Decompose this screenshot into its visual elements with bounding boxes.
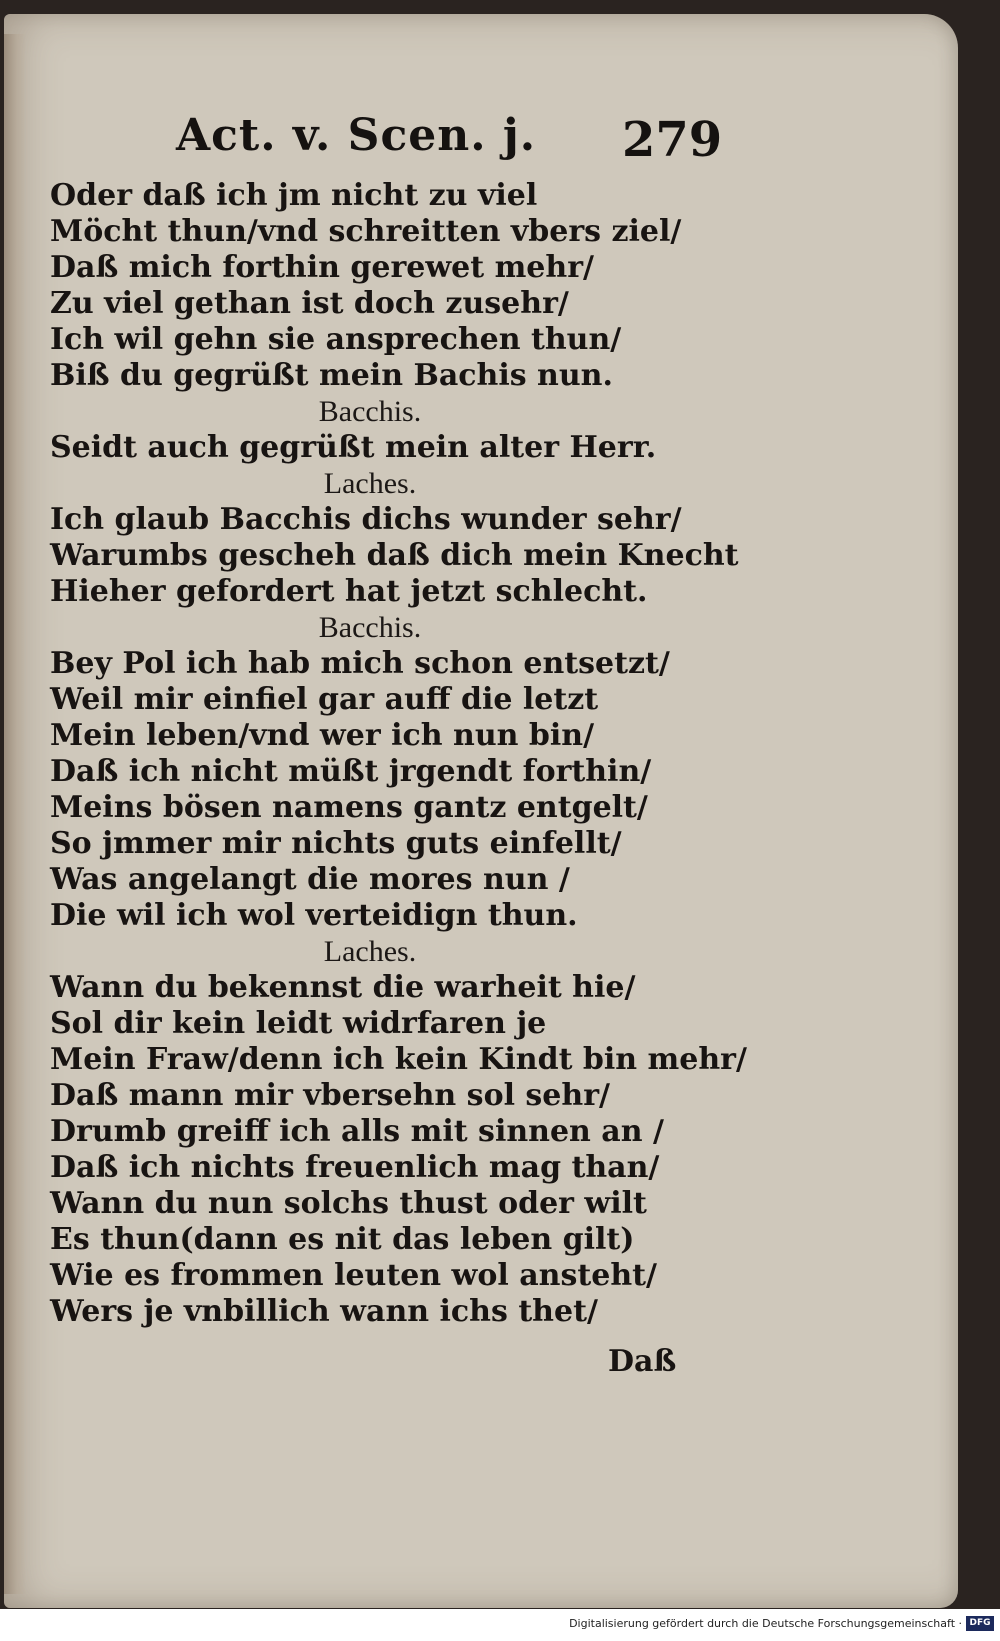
speaker-name: Laches. [323, 935, 417, 968]
running-header [4, 110, 958, 180]
verse-line: Daß mann mir vbersehn sol sehr/ [50, 1078, 610, 1113]
verse-line: Was angelangt die mores nun / [50, 862, 570, 897]
page-gutter-shadow [4, 34, 26, 1594]
verse-line: Seidt auch gegrüßt mein alter Herr. [50, 430, 657, 465]
verse-line: Zu viel gethan ist doch zusehr/ [50, 286, 569, 321]
verse-line: Möcht thun/vnd schreitten vbers ziel/ [50, 214, 682, 249]
dfg-logo: DFG [966, 1616, 994, 1631]
verse-line: So jmmer mir nichts guts einfellt/ [50, 826, 622, 861]
verse-line: Weil mir einfiel gar auff die letzt [50, 682, 599, 717]
speaker-name: Laches. [323, 467, 417, 500]
verse-line: Bey Pol ich hab mich schon entsetzt/ [50, 646, 670, 681]
verse-text-block [50, 178, 747, 1330]
book-page [4, 14, 958, 1608]
speaker-name: Bacchis. [318, 395, 422, 428]
verse-line: Wann du bekennst die warheit hie/ [50, 970, 636, 1005]
verse-line: Hieher gefordert hat jetzt schlecht. [50, 574, 648, 609]
verse-line: Wann du nun solchs thust oder wilt [50, 1186, 647, 1221]
verse-line: Drumb greiff ich alls mit sinnen an / [50, 1114, 664, 1149]
verse-line: Ich wil gehn sie ansprechen thun/ [50, 322, 622, 357]
page-number: 279 [622, 112, 723, 168]
speaker-name: Bacchis. [318, 611, 422, 644]
running-title: Act. v. Scen. j. [176, 110, 537, 161]
verse-line: Es thun(dann es nit das leben gilt) [50, 1222, 635, 1257]
verse-line: Wers je vnbillich wann ichs thet/ [50, 1294, 598, 1329]
verse-line: Biß du gegrüßt mein Bachis nun. [50, 358, 613, 393]
verse-line: Wie es frommen leuten wol ansteht/ [50, 1258, 657, 1293]
digitization-footer [0, 1609, 1000, 1641]
verse-line: Daß ich nicht müßt jrgendt forthin/ [50, 754, 652, 789]
verse-line: Mein Fraw/denn ich kein Kindt bin mehr/ [50, 1042, 747, 1077]
funding-credit: Digitalisierung gefördert durch die Deutsche Forschungsgemeinschaft · [569, 1617, 962, 1630]
verse-line: Sol dir kein leidt widrfaren je [50, 1006, 547, 1041]
verse-line: Mein leben/vnd wer ich nun bin/ [50, 718, 595, 753]
verse-line: Die wil ich wol verteidign thun. [50, 898, 578, 933]
verse-line: Daß ich nichts freuenlich mag than/ [50, 1150, 660, 1185]
verse-line: Meins bösen namens gantz entgelt/ [50, 790, 648, 825]
verse-line: Oder daß ich jm nicht zu viel [50, 178, 538, 213]
verse-line: Warumbs gescheh daß dich mein Knecht [50, 538, 739, 573]
verse-line: Daß mich forthin gerewet mehr/ [50, 250, 594, 285]
verse-line: Ich glaub Bacchis dichs wunder sehr/ [50, 502, 682, 537]
catchword: Daß [608, 1344, 677, 1379]
